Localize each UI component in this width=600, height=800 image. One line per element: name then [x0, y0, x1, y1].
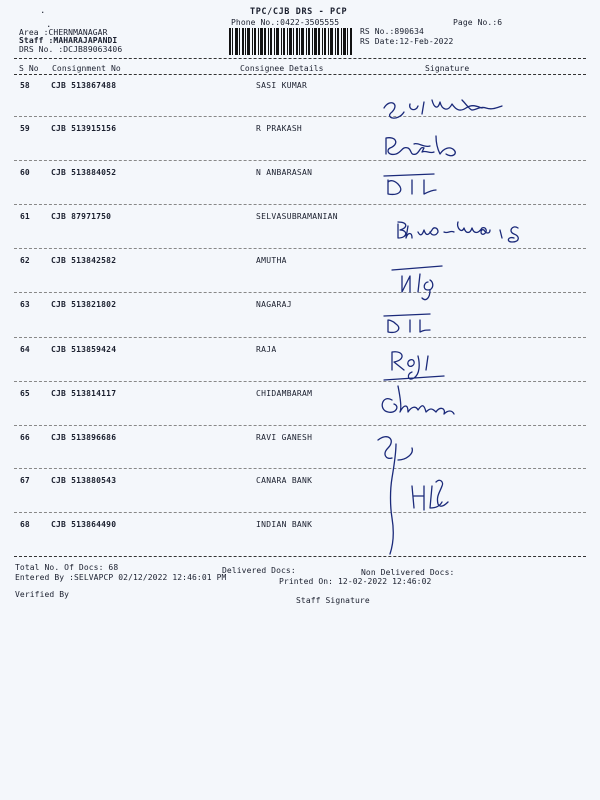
- row-sno: 60: [20, 168, 30, 177]
- drs-number: DRS No. :DCJB89063406: [19, 45, 123, 54]
- phone-number: Phone No.:0422-3505555: [231, 18, 340, 27]
- row-sno: 59: [20, 124, 30, 133]
- table-row: [0, 81, 600, 129]
- row-divider: [14, 468, 586, 469]
- row-consignee-name: INDIAN BANK: [256, 520, 313, 529]
- row-consignment-no: CJB 513842582: [51, 256, 117, 265]
- row-consignee-name: NAGARAJ: [256, 300, 292, 309]
- area-field: Area :CHERNMANAGAR: [19, 28, 108, 37]
- row-consignee-name: CHIDAMBARAM: [256, 389, 313, 398]
- row-consignment-no: CJB 513884052: [51, 168, 117, 177]
- row-sno: 61: [20, 212, 30, 221]
- row-divider: [14, 425, 586, 426]
- column-header-consignment: Consignment No: [52, 64, 121, 73]
- column-header-details: Consignee Details: [240, 64, 324, 73]
- row-sno: 63: [20, 300, 30, 309]
- row-divider: [14, 204, 586, 205]
- table-row: [0, 168, 600, 216]
- row-sno: 66: [20, 433, 30, 442]
- entered-by: Entered By :SELVAPCP 02/12/2022 12:46:01 PM: [15, 573, 227, 582]
- document-title: TPC/CJB DRS - PCP: [250, 7, 348, 17]
- row-consignee-name: AMUTHA: [256, 256, 287, 265]
- table-row: [0, 212, 600, 260]
- staff-field: Staff :MAHARAJAPANDI: [19, 36, 118, 45]
- row-consignee-name: SASI KUMAR: [256, 81, 308, 90]
- verified-by: Verified By: [15, 590, 70, 599]
- row-consignment-no: CJB 87971750: [51, 212, 112, 221]
- row-divider: [14, 116, 586, 117]
- row-consignee-name: RAJA: [256, 345, 277, 354]
- table-row: [0, 345, 600, 393]
- row-consignment-no: CJB 513821802: [51, 300, 117, 309]
- row-consignment-no: CJB 513880543: [51, 476, 117, 485]
- row-consignment-no: CJB 513867488: [51, 81, 117, 90]
- non-delivered-docs: Non Delivered Docs:: [361, 568, 455, 577]
- row-sno: 68: [20, 520, 30, 529]
- row-sno: 64: [20, 345, 30, 354]
- page-number: Page No.:6: [453, 18, 503, 27]
- staff-signature-label: Staff Signature: [296, 596, 370, 605]
- column-header-sno: S No: [19, 64, 39, 73]
- table-row: [0, 256, 600, 304]
- row-consignment-no: CJB 513864490: [51, 520, 117, 529]
- row-divider: [14, 160, 586, 161]
- rs-number: RS No.:890634: [360, 27, 424, 36]
- table-row: [0, 476, 600, 524]
- row-consignee-name: RAVI GANESH: [256, 433, 313, 442]
- row-consignee-name: R PRAKASH: [256, 124, 303, 133]
- row-consignment-no: CJB 513896686: [51, 433, 117, 442]
- barcode-icon: [229, 28, 353, 55]
- table-row: [0, 124, 600, 172]
- header-divider-top: [14, 58, 586, 59]
- row-divider: [14, 381, 586, 382]
- row-sno: 67: [20, 476, 30, 485]
- stray-mark: .: [40, 6, 46, 16]
- stray-mark: .: [46, 20, 52, 30]
- row-consignment-no: CJB 513859424: [51, 345, 117, 354]
- table-row: [0, 520, 600, 568]
- table-row: [0, 433, 600, 481]
- header-divider-bottom: [14, 74, 586, 75]
- row-divider: [14, 337, 586, 338]
- row-divider: [14, 248, 586, 249]
- row-consignee-name: CANARA BANK: [256, 476, 313, 485]
- table-row: [0, 300, 600, 348]
- column-header-signature: Signature: [425, 64, 470, 73]
- table-row: [0, 389, 600, 437]
- row-consignment-no: CJB 513814117: [51, 389, 117, 398]
- row-divider: [14, 292, 586, 293]
- row-sno: 58: [20, 81, 30, 90]
- delivered-docs: Delivered Docs:: [222, 566, 296, 575]
- row-consignment-no: CJB 513915156: [51, 124, 117, 133]
- row-consignee-name: SELVASUBRAMANIAN: [256, 212, 338, 221]
- total-docs: Total No. Of Docs: 68: [15, 563, 119, 572]
- row-sno: 65: [20, 389, 30, 398]
- row-sno: 62: [20, 256, 30, 265]
- printed-on: Printed On: 12-02-2022 12:46:02: [279, 577, 432, 586]
- footer-divider: [14, 556, 586, 557]
- row-consignee-name: N ANBARASAN: [256, 168, 313, 177]
- row-divider: [14, 512, 586, 513]
- rs-date: RS Date:12-Feb-2022: [360, 37, 454, 46]
